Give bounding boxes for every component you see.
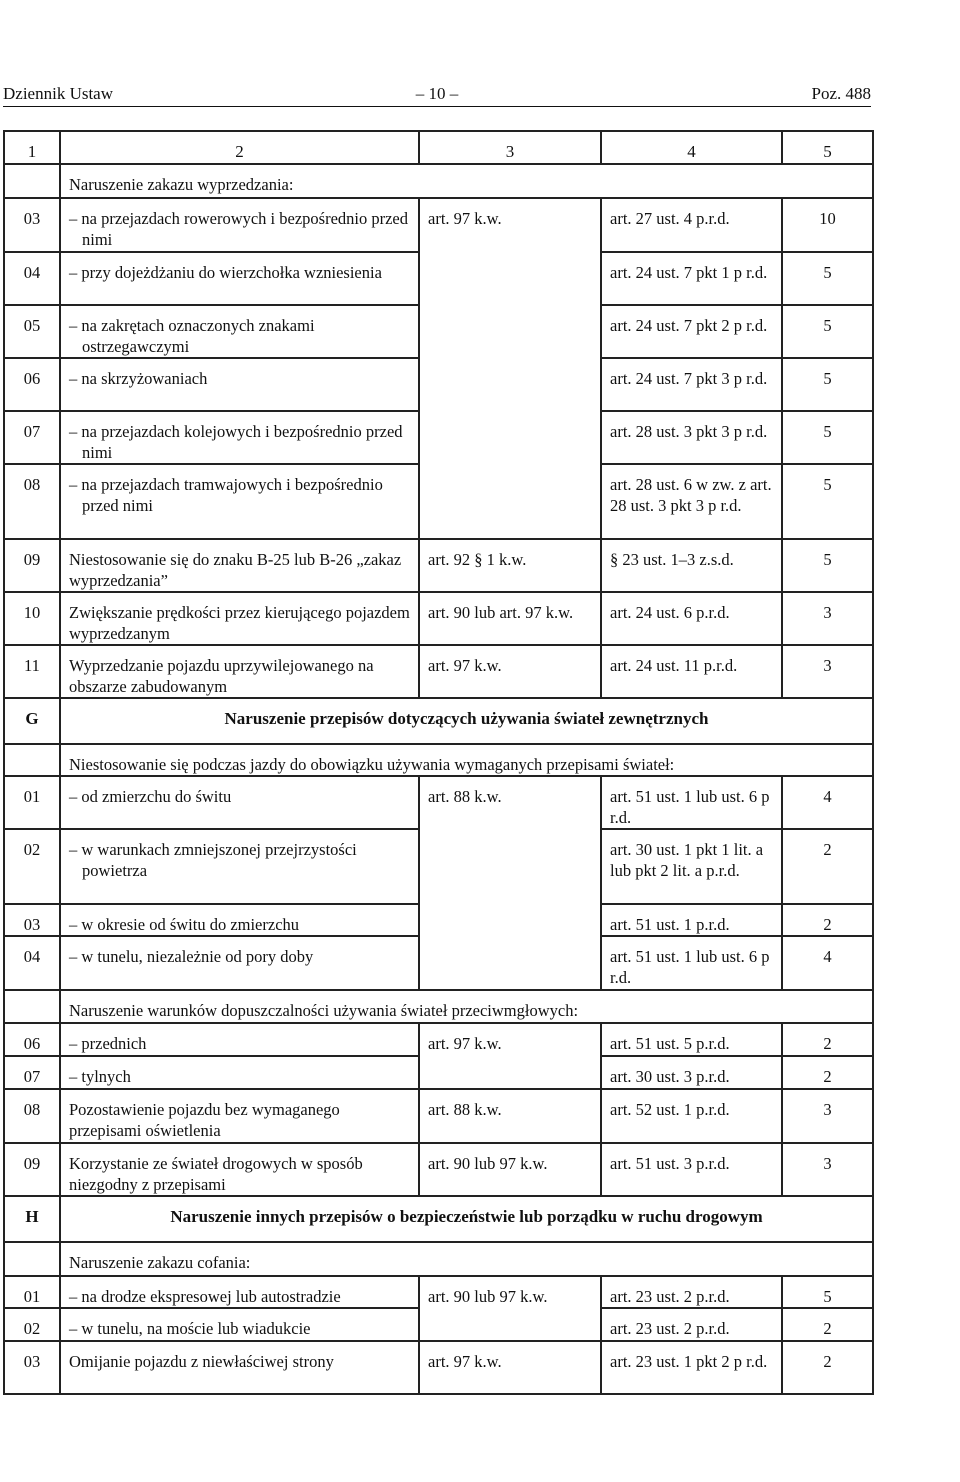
offence-description: – w warunkach zmniejszonej przejrzystości powietrza <box>60 829 419 904</box>
row-code: 03 <box>4 1341 60 1394</box>
group-intro: Niestosowanie się podczas jazdy do obowiązku używania wymaganych przepisami świateł: <box>60 744 873 776</box>
points: 5 <box>782 411 873 464</box>
table-row <box>4 539 873 592</box>
legal-basis: art. 97 k.w. <box>419 645 601 698</box>
offence-description: Omijanie pojazdu z niewłaściwej strony <box>60 1341 419 1394</box>
provision: art. 30 ust. 3 p.r.d. <box>601 1056 782 1089</box>
provision: art. 24 ust. 7 pkt 2 p r.d. <box>601 305 782 358</box>
offence-description: – przednich <box>60 1023 419 1056</box>
points: 5 <box>782 305 873 358</box>
table-row <box>4 776 873 829</box>
offence-description: – na przejazdach rowerowych i bezpośrednio przed nimi <box>60 198 419 252</box>
provision: art. 27 ust. 4 p.r.d. <box>601 198 782 252</box>
provision: art. 24 ust. 7 pkt 1 p r.d. <box>601 252 782 305</box>
offence-description: Niestosowanie się do znaku B-25 lub B-26 „zakaz wyprzedzania” <box>60 539 419 592</box>
section-row <box>4 1196 873 1242</box>
row-code: 04 <box>4 252 60 305</box>
column-header: 3 <box>419 131 601 164</box>
row-code: 07 <box>4 1056 60 1089</box>
row-code: 09 <box>4 1143 60 1196</box>
provision: art. 28 ust. 3 pkt 3 p r.d. <box>601 411 782 464</box>
points: 3 <box>782 645 873 698</box>
offence-description: – w okresie od świtu do zmierzchu <box>60 904 419 936</box>
row-code: 08 <box>4 1089 60 1143</box>
offence-description: – na drodze ekspresowej lub autostradzie <box>60 1276 419 1308</box>
provision: art. 51 ust. 1 p.r.d. <box>601 904 782 936</box>
provision: art. 51 ust. 5 p.r.d. <box>601 1023 782 1056</box>
points: 2 <box>782 1023 873 1056</box>
points: 2 <box>782 1308 873 1341</box>
points: 2 <box>782 1341 873 1394</box>
legal-basis: art. 90 lub art. 97 k.w. <box>419 592 601 645</box>
points: 3 <box>782 1143 873 1196</box>
provision: art. 24 ust. 6 p.r.d. <box>601 592 782 645</box>
table-row <box>4 1276 873 1308</box>
offence-description: – na zakrętach oznaczonych znakami ostrzegawczymi <box>60 305 419 358</box>
points: 5 <box>782 539 873 592</box>
section-row <box>4 698 873 744</box>
offence-description: Korzystanie ze świateł drogowych w sposób niezgodny z przepisami <box>60 1143 419 1196</box>
row-code: 01 <box>4 1276 60 1308</box>
legal-basis: art. 90 lub 97 k.w. <box>419 1143 601 1196</box>
row-code: 06 <box>4 1023 60 1056</box>
offence-description: – na przejazdach tramwajowych i bezpośrednio przed nimi <box>60 464 419 539</box>
legal-basis: art. 88 k.w. <box>419 1089 601 1143</box>
group-intro: Naruszenie zakazu wyprzedzania: <box>60 164 873 198</box>
points: 5 <box>782 1276 873 1308</box>
points: 3 <box>782 592 873 645</box>
table-row <box>4 1143 873 1196</box>
position-number: Poz. 488 <box>811 84 871 103</box>
points: 4 <box>782 776 873 829</box>
row-code: 04 <box>4 936 60 990</box>
legal-basis: art. 97 k.w. <box>419 1023 601 1089</box>
provision: art. 23 ust. 1 pkt 2 p r.d. <box>601 1341 782 1394</box>
provision: art. 24 ust. 7 pkt 3 p r.d. <box>601 358 782 411</box>
row-code: 08 <box>4 464 60 539</box>
offence-description: – tylnych <box>60 1056 419 1089</box>
column-header: 4 <box>601 131 782 164</box>
row-code: 03 <box>4 904 60 936</box>
section-letter: G <box>4 698 60 744</box>
provision: § 23 ust. 1–3 z.s.d. <box>601 539 782 592</box>
offence-description: – na przejazdach kolejowych i bezpośrednio przed nimi <box>60 411 419 464</box>
offence-description: – na skrzyżowaniach <box>60 358 419 411</box>
section-title: Naruszenie innych przepisów o bezpieczeństwie lub porządku w ruchu drogowym <box>60 1196 873 1242</box>
points: 2 <box>782 829 873 904</box>
offence-description: – w tunelu, na moście lub wiadukcie <box>60 1308 419 1341</box>
column-header-row <box>4 131 873 164</box>
provision: art. 23 ust. 2 p.r.d. <box>601 1308 782 1341</box>
offence-table <box>3 130 874 1395</box>
row-code: 05 <box>4 305 60 358</box>
row-code: 11 <box>4 645 60 698</box>
table-row <box>4 164 873 198</box>
row-code: 03 <box>4 198 60 252</box>
provision: art. 24 ust. 11 p.r.d. <box>601 645 782 698</box>
row-code: 01 <box>4 776 60 829</box>
table-row <box>4 1023 873 1056</box>
column-header: 1 <box>4 131 60 164</box>
legal-basis: art. 88 k.w. <box>419 776 601 990</box>
row-code: 02 <box>4 829 60 904</box>
legal-basis: art. 92 § 1 k.w. <box>419 539 601 592</box>
provision: art. 23 ust. 2 p.r.d. <box>601 1276 782 1308</box>
row-code: 09 <box>4 539 60 592</box>
table-row <box>4 592 873 645</box>
points: 5 <box>782 358 873 411</box>
section-title: Naruszenie przepisów dotyczących używania świateł zewnętrznych <box>60 698 873 744</box>
points: 2 <box>782 1056 873 1089</box>
group-intro: Naruszenie zakazu cofania: <box>60 1242 873 1276</box>
page-header <box>3 84 871 107</box>
points: 5 <box>782 252 873 305</box>
group-intro: Naruszenie warunków dopuszczalności używania świateł przeciwmgłowych: <box>60 990 873 1023</box>
points: 4 <box>782 936 873 990</box>
provision: art. 30 ust. 1 pkt 1 lit. a lub pkt 2 lit. a p.r.d. <box>601 829 782 904</box>
row-code: 02 <box>4 1308 60 1341</box>
column-header: 2 <box>60 131 419 164</box>
provision: art. 51 ust. 1 lub ust. 6 p r.d. <box>601 936 782 990</box>
journal-title: Dziennik Ustaw <box>3 84 114 103</box>
legal-basis: art. 97 k.w. <box>419 198 601 539</box>
table-row <box>4 744 873 776</box>
offence-description: – przy dojeżdżaniu do wierzchołka wzniesienia <box>60 252 419 305</box>
offence-description: – w tunelu, niezależnie od pory doby <box>60 936 419 990</box>
provision: art. 51 ust. 3 p.r.d. <box>601 1143 782 1196</box>
page-number: – 10 – <box>415 84 459 103</box>
table-row <box>4 1089 873 1143</box>
points: 3 <box>782 1089 873 1143</box>
section-letter: H <box>4 1196 60 1242</box>
provision: art. 28 ust. 6 w zw. z art. 28 ust. 3 pkt 3 p r.d. <box>601 464 782 539</box>
points: 10 <box>782 198 873 252</box>
points: 5 <box>782 464 873 539</box>
column-header: 5 <box>782 131 873 164</box>
row-code: 07 <box>4 411 60 464</box>
row-code: 06 <box>4 358 60 411</box>
table-row <box>4 1242 873 1276</box>
legal-basis: art. 90 lub 97 k.w. <box>419 1276 601 1341</box>
offence-description: Zwiększanie prędkości przez kierującego pojazdem wyprzedzanym <box>60 592 419 645</box>
legal-basis: art. 97 k.w. <box>419 1341 601 1394</box>
points: 2 <box>782 904 873 936</box>
offence-description: Wyprzedzanie pojazdu uprzywilejowanego na obszarze zabudowanym <box>60 645 419 698</box>
provision: art. 52 ust. 1 p.r.d. <box>601 1089 782 1143</box>
offence-description: – od zmierzchu do świtu <box>60 776 419 829</box>
row-code: 10 <box>4 592 60 645</box>
offence-description: Pozostawienie pojazdu bez wymaganego przepisami oświetlenia <box>60 1089 419 1143</box>
provision: art. 51 ust. 1 lub ust. 6 p r.d. <box>601 776 782 829</box>
table-row <box>4 990 873 1023</box>
table-row <box>4 1341 873 1394</box>
table-row <box>4 645 873 698</box>
table-row <box>4 198 873 252</box>
